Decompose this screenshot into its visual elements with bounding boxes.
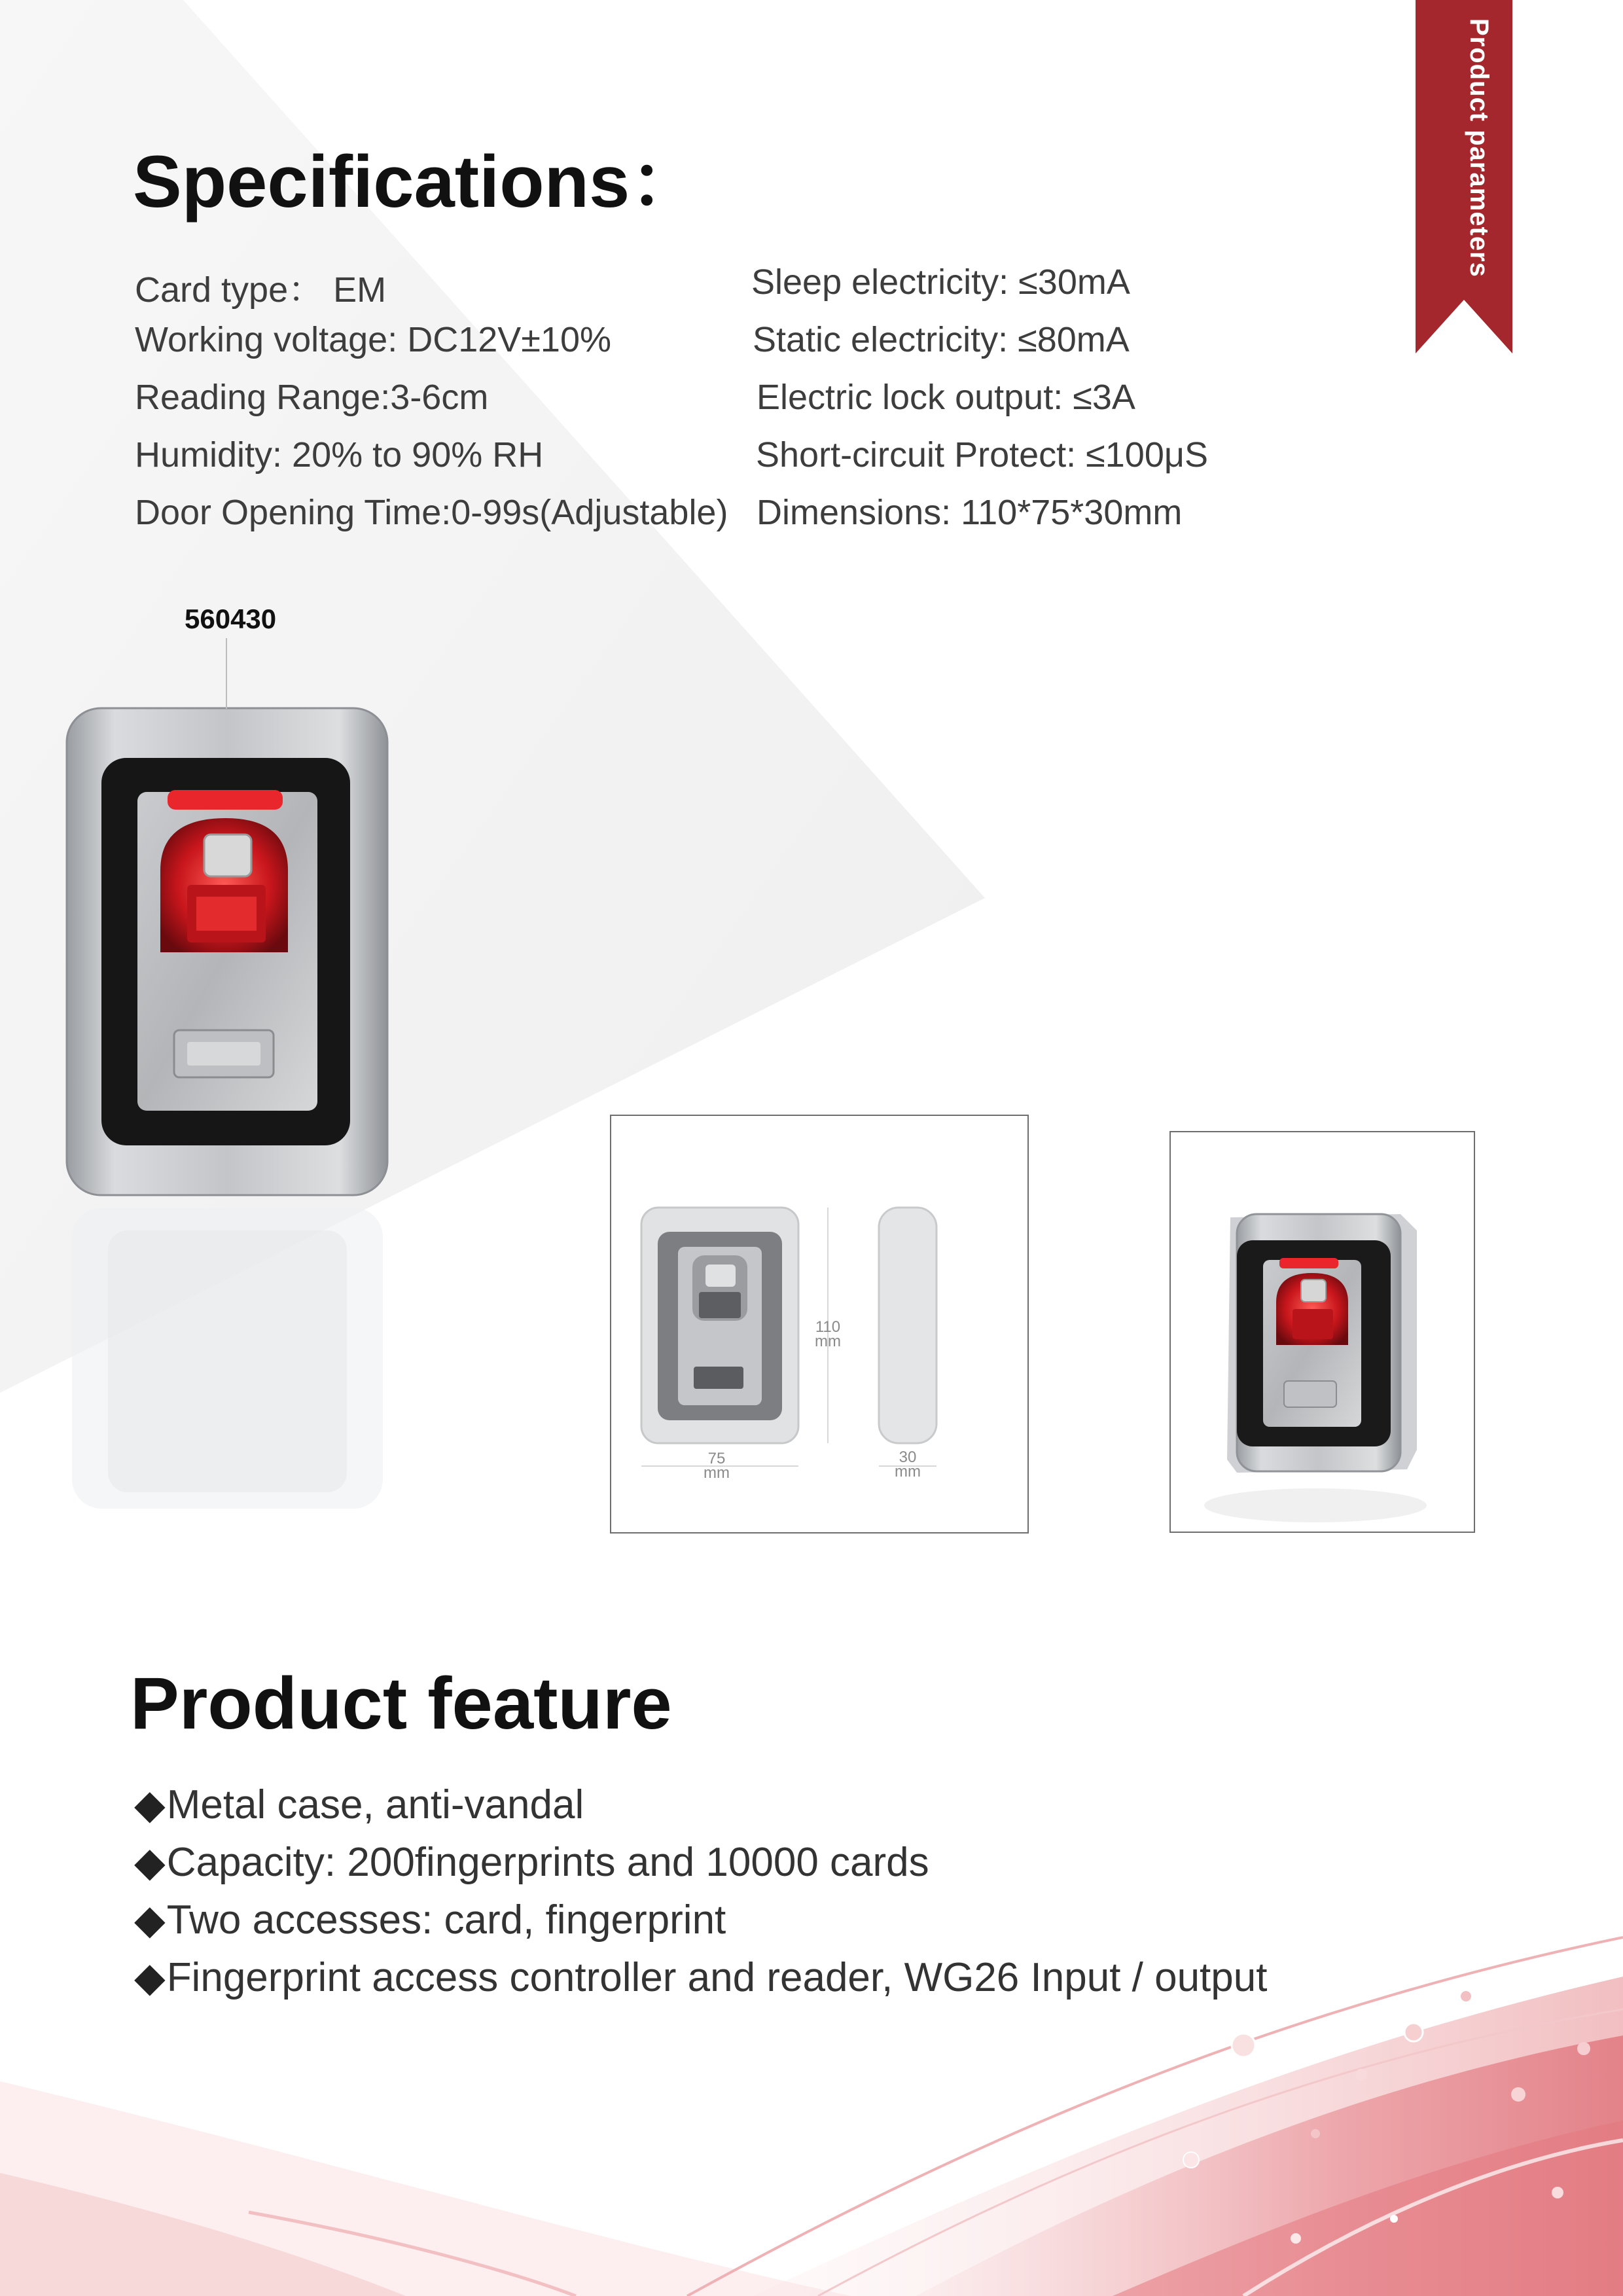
feature-text: Capacity: 200fingerprints and 10000 cards [166, 1840, 929, 1885]
feature-item [134, 1780, 584, 1828]
spec-reading-range: Reading Range:3-6cm [135, 378, 489, 417]
feature-item [134, 1953, 1267, 2001]
depth-unit: mm [895, 1463, 921, 1480]
feature-text: Metal case, anti-vandal [166, 1782, 584, 1827]
spec-static-electricity: Static electricity: ≤80mA [753, 320, 1130, 359]
height-value: 110 [815, 1318, 841, 1336]
perspective-image-frame [1169, 1131, 1475, 1533]
diamond-bullet-icon: ◆ [134, 1782, 166, 1827]
height-unit: mm [815, 1333, 841, 1350]
ribbon-label: Product parameters [1465, 18, 1493, 278]
spec-humidity: Humidity: 20% to 90% RH [135, 435, 544, 475]
diamond-bullet-icon: ◆ [134, 1840, 166, 1885]
spec-electric-lock-output: Electric lock output: ≤3A [757, 378, 1135, 417]
feature-item [134, 1895, 726, 1943]
model-leader-line [226, 638, 227, 709]
product-feature-title: Product feature [130, 1662, 672, 1744]
spec-dimensions: Dimensions: 110*75*30mm [757, 493, 1183, 532]
feature-text: Two accesses: card, fingerprint [166, 1897, 726, 1943]
depth-value: 30 [899, 1448, 917, 1466]
depth-dimension-label [888, 1450, 927, 1479]
diamond-bullet-icon: ◆ [134, 1955, 166, 2000]
feature-item [134, 1838, 929, 1886]
spec-sleep-electricity: Sleep electricity: ≤30mA [751, 262, 1130, 302]
model-number: 560430 [185, 603, 277, 634]
spec-door-opening-time: Door Opening Time:0-99s(Adjustable) [135, 493, 728, 532]
width-value: 75 [707, 1450, 726, 1467]
product-main-image [67, 708, 387, 1509]
specifications-title: Specifications： [133, 141, 704, 223]
spec-short-circuit-protect: Short-circuit Protect: ≤100μS [756, 435, 1209, 475]
height-dimension-label [808, 1320, 847, 1349]
spec-working-voltage: Working voltage: DC12V±10% [135, 320, 611, 359]
diamond-bullet-icon: ◆ [134, 1897, 166, 1943]
width-dimension-label [697, 1452, 736, 1480]
feature-text: Fingerprint access controller and reader, WG26 Input / output [166, 1955, 1268, 2000]
spec-card-type: Card type： EM [135, 270, 387, 310]
width-unit: mm [704, 1464, 730, 1482]
